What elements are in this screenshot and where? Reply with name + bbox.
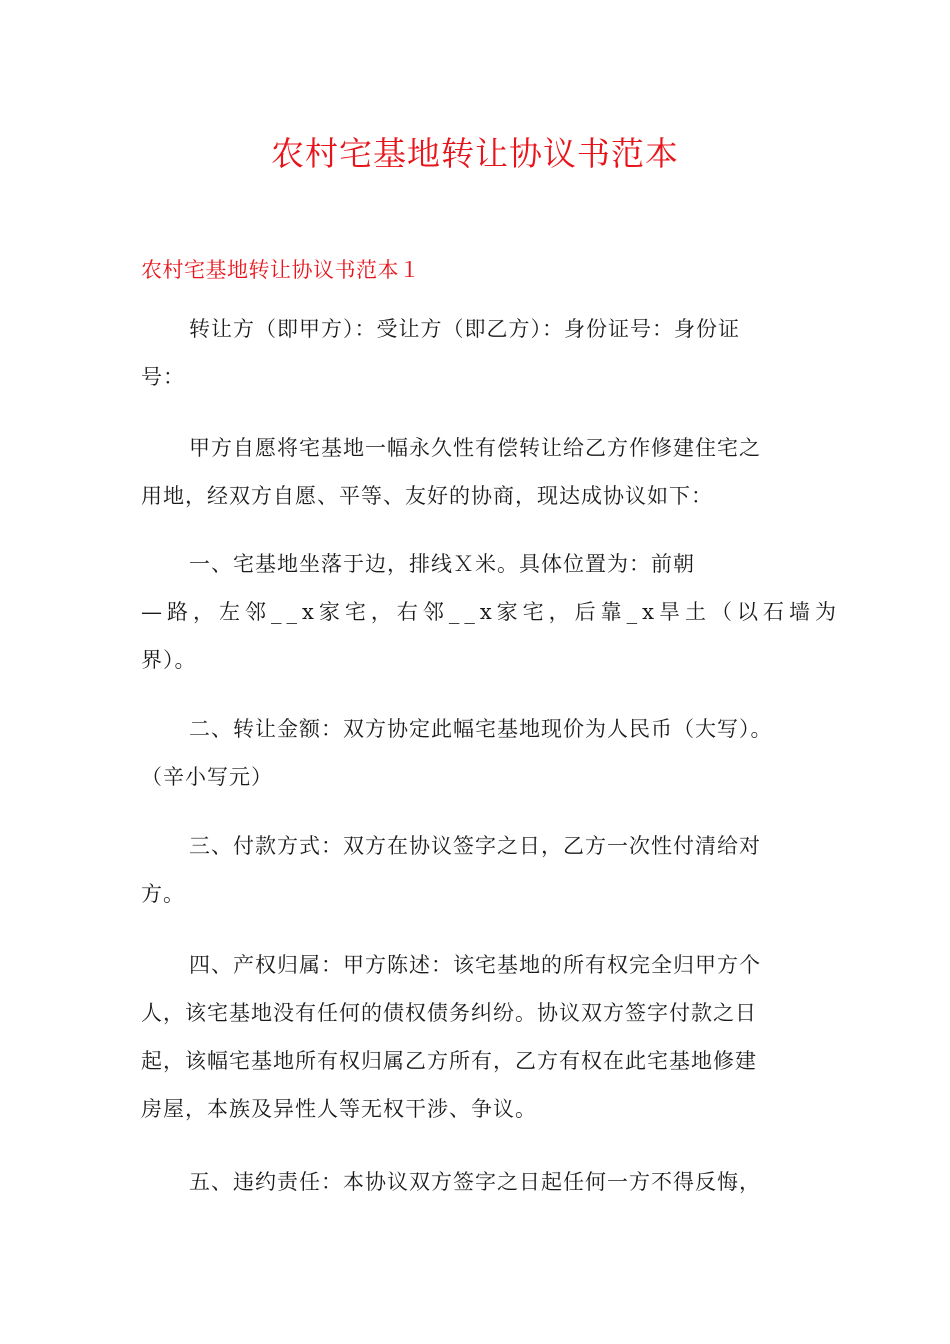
paragraph-line: —路，左邻__x家宅，右邻__x家宅，后靠_x旱土（以石墙为 bbox=[141, 600, 842, 624]
paragraph-line: 方。 bbox=[141, 882, 185, 906]
paragraph-clause-1 bbox=[141, 540, 842, 684]
paragraph-line: 五、违约责任：本协议双方签字之日起任何一方不得反悔， bbox=[189, 1170, 761, 1194]
paragraph-line: 界）。 bbox=[141, 648, 197, 672]
paragraph-line: 三、付款方式：双方在协议签字之日，乙方一次性付清给对 bbox=[189, 834, 761, 858]
paragraph-line: 人，该宅基地没有任何的债权债务纠纷。协议双方签字付款之日 bbox=[141, 1001, 757, 1025]
paragraph-line: 起，该幅宅基地所有权归属乙方所有，乙方有权在此宅基地修建 bbox=[141, 1049, 757, 1073]
paragraph-line: 房屋，本族及异性人等无权干涉、争议。 bbox=[141, 1097, 537, 1121]
section-title: 农村宅基地转让协议书范本１ bbox=[141, 258, 421, 282]
paragraph-line: 用地，经双方自愿、平等、友好的协商，现达成协议如下： bbox=[141, 484, 713, 508]
paragraph-line: 转让方（即甲方）：受让方（即乙方）：身份证号：身份证 bbox=[189, 317, 740, 341]
document-title: 农村宅基地转让协议书范本 bbox=[271, 134, 679, 173]
paragraph-line: 甲方自愿将宅基地一幅永久性有偿转让给乙方作修建住宅之 bbox=[189, 436, 761, 460]
paragraph-intro bbox=[141, 424, 811, 520]
paragraph-clause-3 bbox=[141, 822, 811, 918]
paragraph-parties bbox=[141, 305, 811, 401]
paragraph-clause-2 bbox=[141, 705, 811, 801]
paragraph-line: 四、产权归属：甲方陈述：该宅基地的所有权完全归甲方个 bbox=[189, 953, 761, 977]
paragraph-clause-4 bbox=[141, 941, 811, 1133]
paragraph-line: 号： bbox=[141, 365, 185, 389]
paragraph-line: 二、转让金额：双方协定此幅宅基地现价为人民币（大写）。 bbox=[189, 717, 773, 741]
paragraph-line: （辛小写元） bbox=[141, 765, 273, 789]
paragraph-clause-5 bbox=[141, 1158, 811, 1206]
paragraph-line: 一、宅基地坐落于边，排线Ｘ米。具体位置为：前朝 bbox=[189, 552, 695, 576]
